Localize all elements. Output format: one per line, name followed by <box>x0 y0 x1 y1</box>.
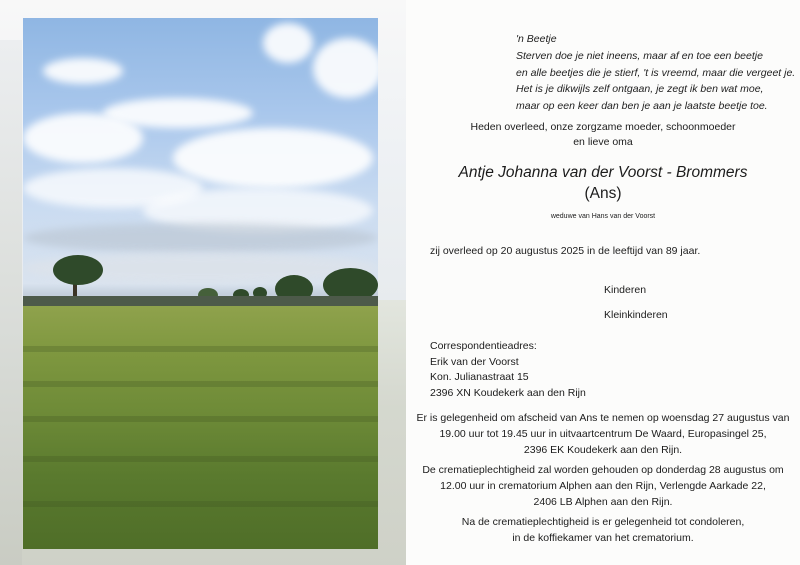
cloud <box>173 128 373 188</box>
announcement-intro <box>406 120 800 150</box>
cremation-line: 2406 LB Alphen aan den Rijn. <box>533 496 673 508</box>
field-stripe <box>23 381 378 387</box>
poem-line: maar op een keer dan ben je aan je laatste beetje toe. <box>516 100 768 113</box>
poem-title: 'n Beetje <box>516 33 557 45</box>
tree-crown <box>53 255 103 285</box>
cremation-info <box>406 462 800 510</box>
cloud <box>23 113 143 163</box>
condolence-line: in de koffiekamer van het crematorium. <box>512 532 694 544</box>
farewell-info <box>406 410 800 458</box>
poem-line: Sterven doe je niet ineens, maar af en toe een beetje <box>516 49 763 62</box>
field-stripe <box>23 456 378 462</box>
cremation-line: 12.00 uur in crematorium Alphen aan den Rijn, Verlengde Aarkade 22, <box>440 480 766 492</box>
field-stripe <box>23 416 378 422</box>
poem <box>516 31 795 115</box>
text-panel <box>406 0 800 565</box>
field-stripe <box>23 501 378 507</box>
field-stripe <box>23 346 378 352</box>
address-city: 2396 XN Koudekerk aan den Rijn <box>430 386 586 399</box>
death-statement: zij overleed op 20 augustus 2025 in de leeftijd van 89 jaar. <box>430 245 701 257</box>
grass-field <box>23 306 378 549</box>
family-grandchildren: Kleinkinderen <box>604 309 668 321</box>
address-name: Erik van der Voorst <box>430 355 519 368</box>
family-children: Kinderen <box>604 284 647 296</box>
cloud <box>313 38 378 98</box>
cloud <box>43 58 123 84</box>
cloud <box>23 223 378 253</box>
widow-of: weduwe van Hans van der Voorst <box>550 213 656 220</box>
cloud <box>263 23 313 63</box>
farewell-line: 19.00 uur tot 19.45 uur in uitvaartcentrum De Waard, Europasingel 25, <box>439 428 767 440</box>
intro-line: Heden overleed, onze zorgzame moeder, schoonmoeder <box>470 121 736 133</box>
farewell-line: Er is gelegenheid om afscheid van Ans te nemen op woensdag 27 augustus van <box>416 412 790 424</box>
address-street: Kon. Julianastraat 15 <box>430 371 529 384</box>
farewell-line: 2396 EK Koudekerk aan den Rijn. <box>523 444 683 456</box>
photo-region <box>23 18 378 549</box>
poem-line: en alle beetjes die je stierf, 't is vreemd, maar die vergeet je. <box>516 66 796 79</box>
intro-line: en lieve oma <box>573 136 633 148</box>
cremation-line: De crematieplechtigheid zal worden gehouden op donderdag 28 augustus om <box>422 464 784 476</box>
correspondence-address <box>430 339 586 401</box>
poem-line: Het is je dikwijls zelf ontgaan, je zegt ik ben wat moe, <box>516 83 764 96</box>
condolence-info <box>406 514 800 546</box>
address-label: Correspondentieadres: <box>430 340 537 352</box>
deceased-nickname: (Ans) <box>584 185 622 202</box>
faded-left-strip <box>0 40 22 565</box>
deceased-name: Antje Johanna van der Voorst - Brommers <box>458 164 748 181</box>
condolence-line: Na de crematieplechtigheid is er gelegenheid tot condoleren, <box>461 516 745 528</box>
